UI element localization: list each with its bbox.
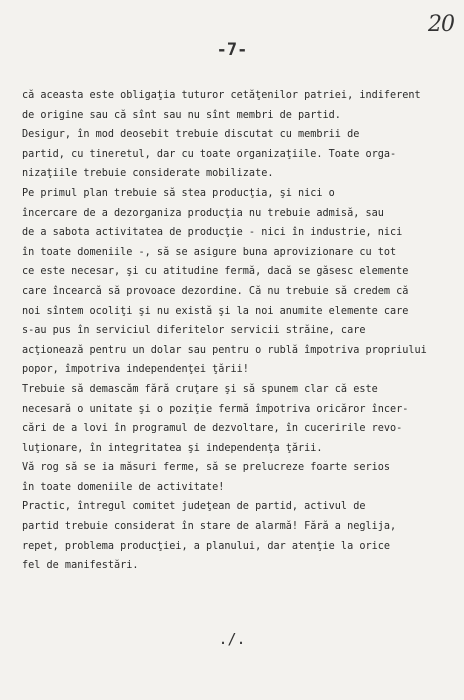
body-text	[22, 86, 450, 576]
text-line: noi sîntem ocoliţi şi nu există şi la noi anumite elemente care	[22, 305, 409, 317]
page-number: 20	[428, 12, 454, 37]
text-line: că aceasta este obligaţia tuturor cetăţenilor patriei, indiferent	[22, 90, 421, 101]
text-line: în toate domeniile de activitate!	[22, 481, 225, 493]
text-line: Trebuie să demascăm fără cruţare şi să spunem clar că este	[22, 383, 378, 395]
text-line: Practic, întregul comitet judeţean de partid, activul de	[22, 501, 366, 513]
text-line: încercare de a dezorganiza producţia nu trebuie admisă, sau	[22, 207, 384, 219]
text-line: cări de a lovi în programul de dezvoltare, în cuceririle revo-	[22, 423, 403, 435]
text-line: acţionează pentru un dolar sau pentru o rublă împotriva propriului	[22, 344, 427, 356]
header-mark: -7-	[216, 40, 248, 60]
text-line: luţionare, în integritatea şi independenţa ţării.	[22, 442, 323, 454]
text-line: partid trebuie considerat în stare de alarmă! Fără a neglija,	[22, 521, 397, 533]
text-line: fel de manifestări.	[22, 560, 139, 572]
text-line: necesară o unitate şi o poziţie fermă împotriva oricăror încer-	[22, 403, 409, 415]
text-line: ce este necesar, şi cu atitudine fermă, dacă se găsesc elemente	[22, 266, 409, 278]
text-line: de a sabota activitatea de producţie - nici în industrie, nici	[22, 227, 403, 239]
text-line: Vă rog să se ia măsuri ferme, să se prelucreze foarte serios	[22, 462, 391, 474]
footer-mark: ./.	[218, 630, 246, 648]
text-line: Desigur, în mod deosebit trebuie discutat cu membrii de	[22, 129, 360, 141]
text-line: popor, împotriva independenţei ţării!	[22, 364, 249, 376]
text-line: în toate domeniile -, să se asigure buna aprovizionare cu tot	[22, 246, 397, 258]
text-line: repet, problema producţiei, a planului, dar atenţie la orice	[22, 540, 391, 552]
text-line: nizaţiile trebuie considerate mobilizate.	[22, 168, 274, 180]
text-line: Pe primul plan trebuie să stea producţia, şi nici o	[22, 187, 335, 199]
text-line: de origine sau că sînt sau nu sînt membri de partid.	[22, 109, 341, 121]
text-line: partid, cu tineretul, dar cu toate organizaţiile. Toate orga-	[22, 148, 397, 160]
text-line: care încearcă să provoace dezordine. Că nu trebuie să credem că	[22, 285, 409, 297]
text-line: s-au pus în serviciul diferitelor servicii străine, care	[22, 325, 366, 337]
